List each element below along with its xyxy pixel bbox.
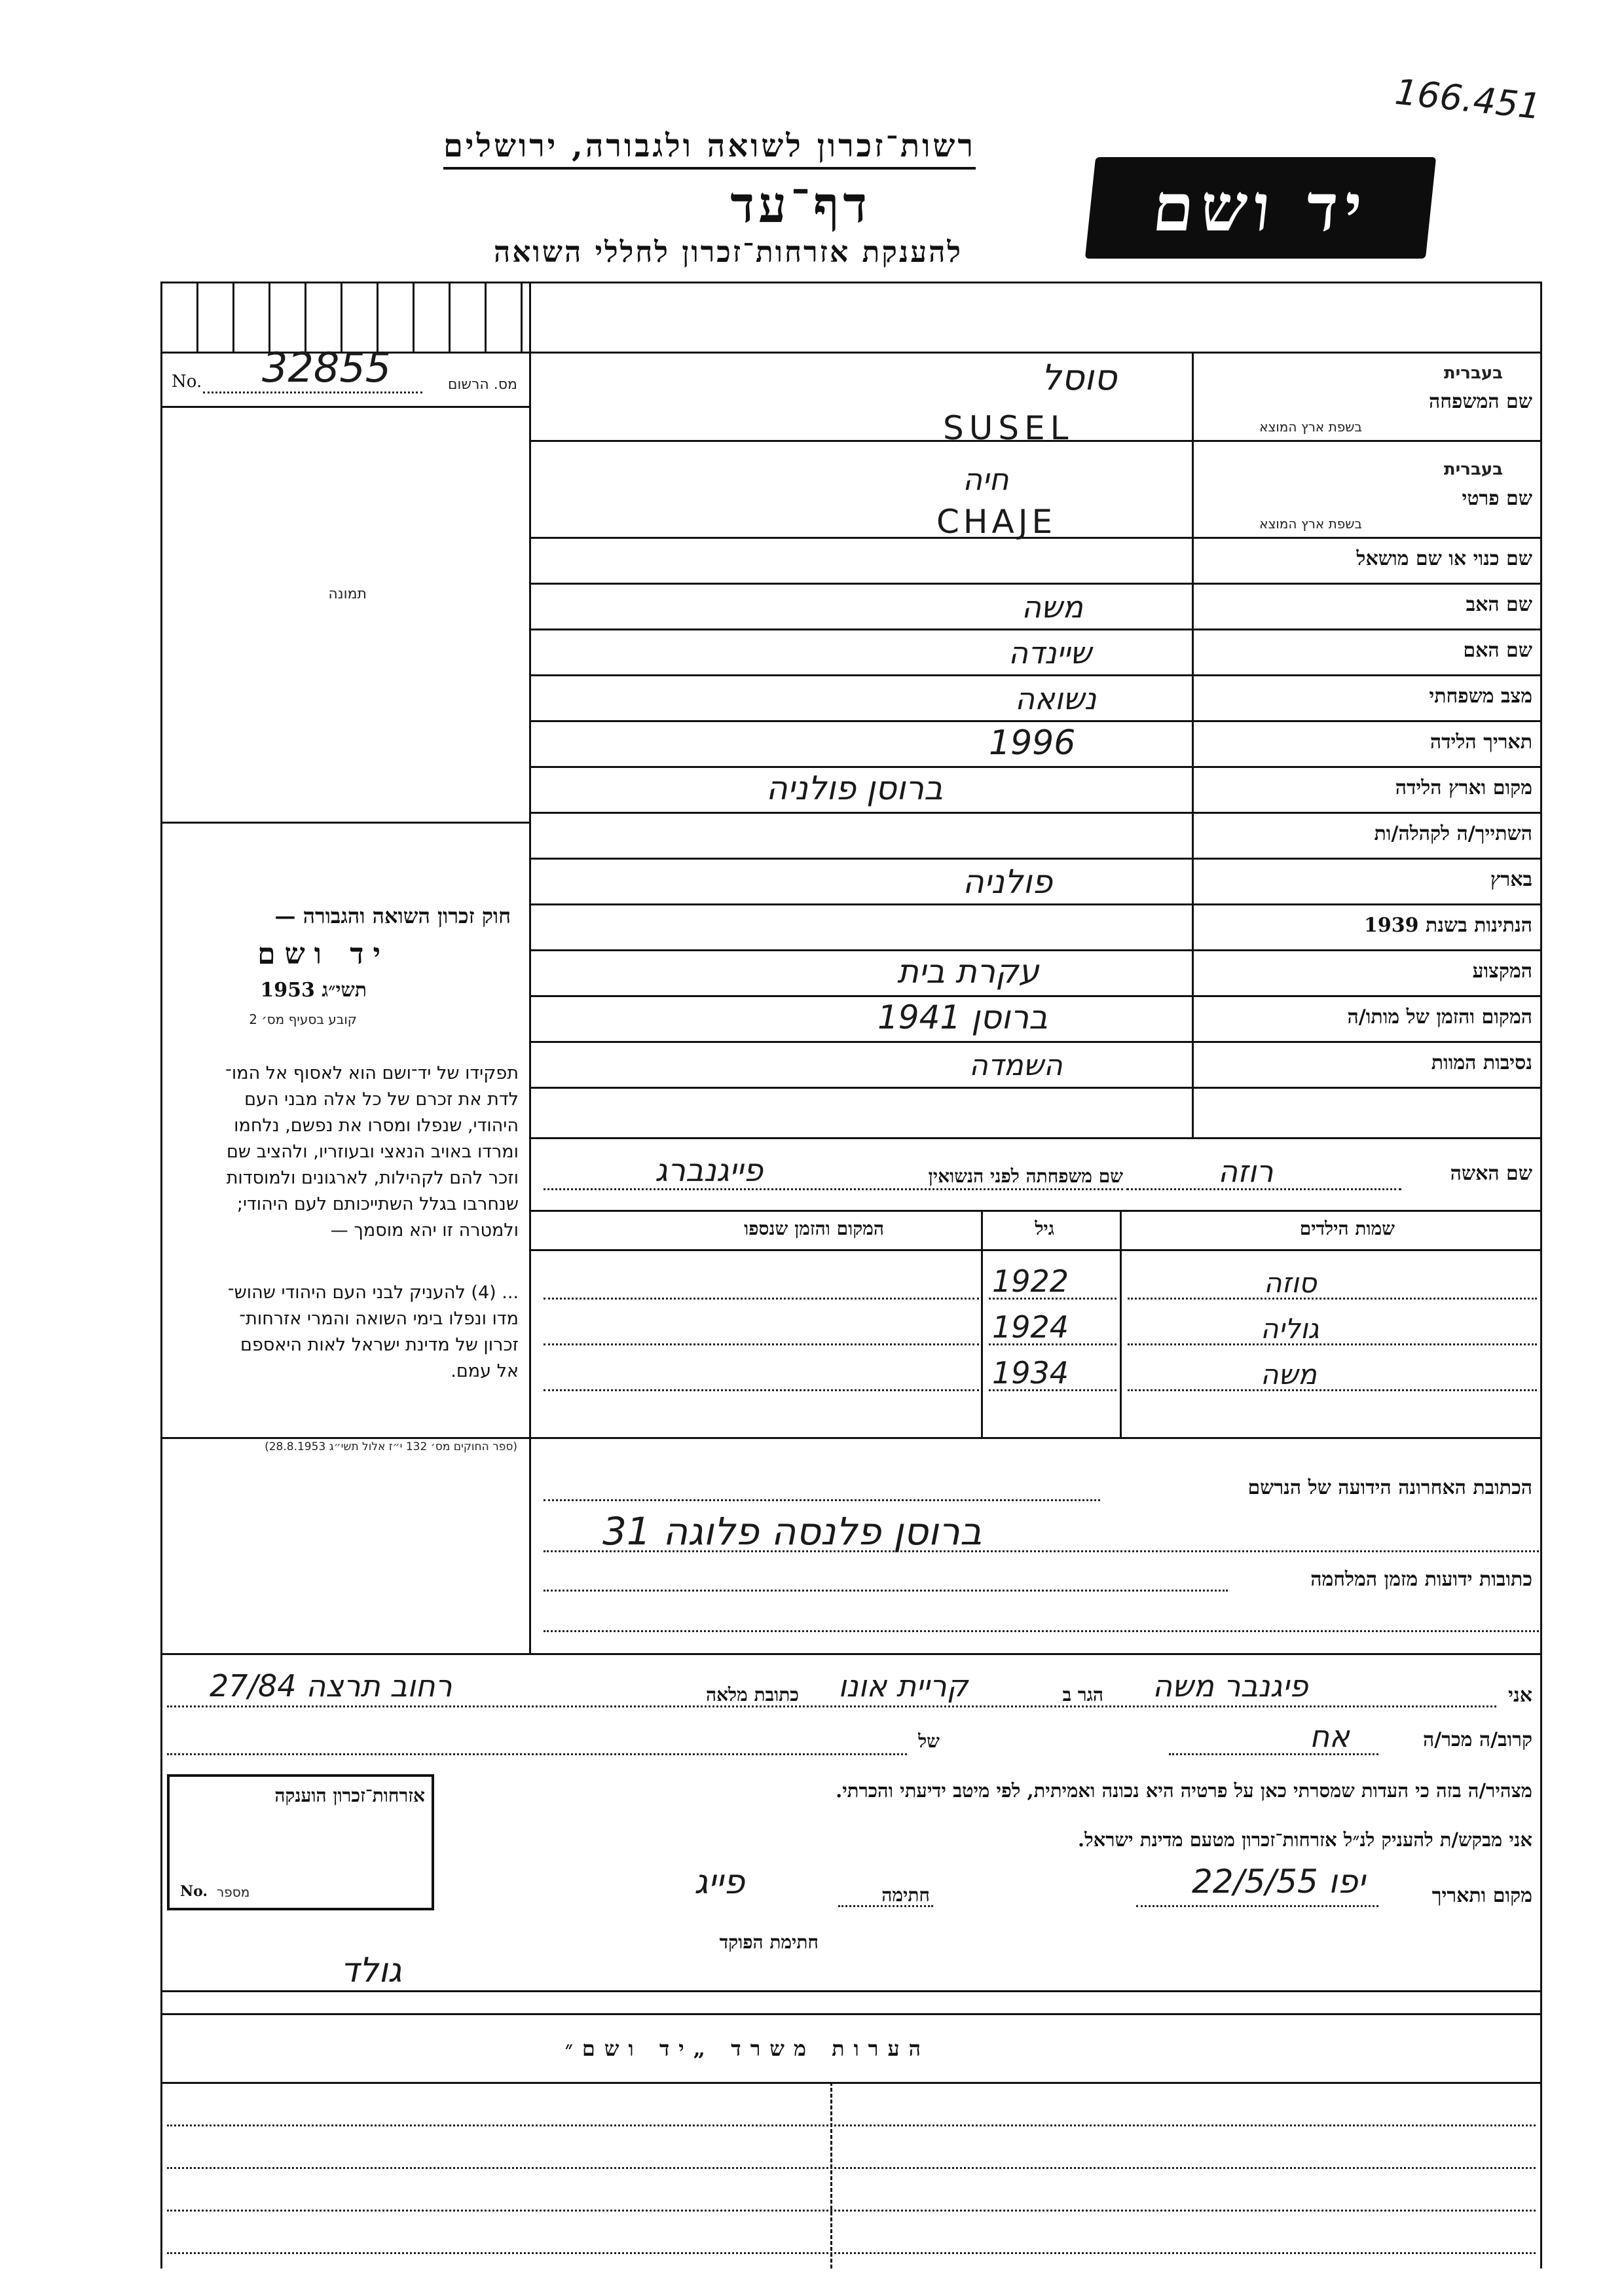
first-name-latin-value: CHAJE xyxy=(936,503,1057,541)
law-item-line: זכרון של מדינת ישראל לאות היאספם xyxy=(240,1335,519,1355)
death-place-time-value: ברוסן 1941 xyxy=(877,998,1048,1036)
strip-cell xyxy=(196,282,198,352)
family-name-hebrew-label: בעברית xyxy=(1443,363,1503,383)
citizenship-box-title: אזרחות־זכרון הוענקה xyxy=(274,1785,425,1806)
law-line: ולמטרה זו יהא מוסמך — xyxy=(330,1220,519,1241)
mother-name-label: שם האם xyxy=(1463,639,1532,662)
authority-heading: רשות־זכרון לשואה ולגבורה, ירושלים xyxy=(443,128,976,170)
birth-place-label: מקום וארץ הלידה xyxy=(1395,776,1532,799)
strip-cell xyxy=(521,282,523,352)
strip-cell xyxy=(268,282,270,352)
family-name-hebrew-value: סוסל xyxy=(1041,357,1117,398)
wife-name-value: רוזה xyxy=(1218,1154,1274,1189)
community-label: השתייך/ה לקהלה/ות xyxy=(1374,822,1532,845)
mother-name-value: שיינדה xyxy=(1008,635,1092,670)
maiden-name-dots xyxy=(544,1188,1123,1190)
officer-signature-label: חתימת הפוקד xyxy=(719,1931,819,1953)
registration-value: 32855 xyxy=(262,344,392,392)
row-line xyxy=(529,629,1542,630)
law-line: ומרדו באויב הנאצי ובעוזריו, ולהציב שם xyxy=(226,1142,519,1162)
child-age: 1922 xyxy=(992,1264,1069,1299)
child-age: 1924 xyxy=(992,1309,1069,1345)
registration-dots xyxy=(203,392,422,393)
row-line xyxy=(529,903,1542,905)
notes-right xyxy=(1540,2013,1542,2269)
declaration-text: מצהיר/ה בזה כי העדות שמסרתי כאן על פרטיה היא נכונה ואמיתית, לפי מיטב ידיעתי והכרתי. xyxy=(836,1779,1532,1802)
law-items xyxy=(152,1280,519,1385)
last-address-dots-2 xyxy=(544,1550,1539,1552)
wartime-address-dots-2 xyxy=(544,1630,1539,1632)
declarant-address-label: כתובת מלאה xyxy=(705,1684,799,1705)
declarant-name: פיגנבר משה xyxy=(1153,1668,1308,1704)
father-name-value: משה xyxy=(1022,589,1083,625)
marital-status-value: נשואה xyxy=(1015,681,1097,716)
children-row-dots xyxy=(1128,1389,1537,1391)
law-item-line: אל עמם. xyxy=(451,1361,519,1381)
children-col-divider-2 xyxy=(1120,1210,1122,1437)
maiden-name-label: שם משפחתה לפני הנשואין xyxy=(928,1165,1123,1187)
wartime-address-dots xyxy=(544,1590,1228,1592)
law-text xyxy=(152,1061,519,1244)
law-reference: (ספר החוקים מס׳ 132 י״ז אלול תשי״ג 28.8.1953) xyxy=(265,1440,517,1453)
marital-status-label: מצב משפחתי xyxy=(1429,685,1532,708)
place-date-dots xyxy=(1136,1905,1378,1907)
first-name-hebrew-label: בעברית xyxy=(1443,460,1503,479)
law-line: תפקידו של יד־ושם הוא לאסוף אל המו־ xyxy=(225,1063,519,1084)
relation-value: אח xyxy=(1310,1719,1350,1754)
photo-label: תמונה xyxy=(328,586,367,602)
child-name: גוליה xyxy=(1261,1313,1320,1345)
children-place-header: המקום והזמן שנספו xyxy=(744,1218,884,1239)
notes-line xyxy=(167,2252,1536,2254)
notes-title-line xyxy=(160,2082,1542,2084)
death-circumstances-value: השמדה xyxy=(969,1049,1063,1082)
death-place-time-label: המקום והזמן של מותו/ה xyxy=(1347,1006,1532,1029)
address-bottom-line xyxy=(160,1653,1542,1655)
birth-place-value: ברוסן פולניה xyxy=(766,769,943,807)
frame-right xyxy=(1540,282,1542,2016)
of-dots xyxy=(167,1753,907,1755)
children-header-line xyxy=(529,1249,1542,1251)
row-line xyxy=(529,949,1542,951)
registration-no-label: No. xyxy=(172,372,202,392)
child-name: משה xyxy=(1261,1358,1317,1391)
declarant-resident-label: הגר ב xyxy=(1062,1684,1103,1705)
law-title: חוק זכרון השואה והגבורה — xyxy=(274,903,511,928)
request-text: אני מבקש/ת להעניק לנ״ל אזרחות־זכרון מטעם מדינת ישראל. xyxy=(1078,1829,1532,1851)
last-address-label: הכתובת האחרונה הידועה של הנרשם xyxy=(1247,1476,1532,1499)
maiden-name-value: פייגנברג xyxy=(655,1152,764,1189)
strip-cell xyxy=(341,282,342,352)
notes-top-line xyxy=(160,2013,1542,2015)
address-left-edge xyxy=(529,1437,531,1653)
label-column-divider xyxy=(1192,352,1194,1137)
row-line xyxy=(529,858,1542,860)
row-line xyxy=(529,1087,1542,1089)
strip-cell xyxy=(232,282,234,352)
first-name-origin-label: בשפת ארץ המוצא xyxy=(1259,516,1362,532)
row-line xyxy=(529,674,1542,676)
logo-text: יד ושם xyxy=(1149,169,1373,246)
strip-cell xyxy=(413,282,415,352)
children-row-dots xyxy=(544,1298,979,1300)
family-name-latin-value: SUSEL xyxy=(943,409,1074,447)
place-date-label: מקום ותאריך xyxy=(1431,1884,1532,1907)
relation-label: קרוב/ה מכר/ה xyxy=(1423,1728,1532,1751)
notes-left xyxy=(160,2013,162,2269)
row-line xyxy=(529,995,1542,997)
law-name: יד ושם xyxy=(257,938,390,971)
declarant-i-label: אני xyxy=(1508,1684,1532,1707)
declarant-line-dots xyxy=(167,1705,1496,1707)
registration-line xyxy=(160,406,529,408)
nationality-1939-label: הנתינות בשנת 1939 xyxy=(1363,914,1532,937)
yad-vashem-logo xyxy=(1085,157,1436,259)
notes-line xyxy=(167,2124,1536,2126)
spouse-bottom-line xyxy=(529,1210,1542,1212)
law-year: תשי״ג 1953 xyxy=(260,979,367,1002)
child-age: 1934 xyxy=(992,1355,1069,1391)
signature-label: חתימה xyxy=(881,1884,930,1906)
family-name-origin-label: בשפת ארץ המוצא xyxy=(1259,419,1362,435)
country-value: פולניה xyxy=(963,863,1053,901)
citizenship-box xyxy=(167,1774,434,1910)
law-line: היהודי, שנפלו ומסרו את נפשם, נלחמו xyxy=(234,1116,519,1136)
form-subtitle: להענקת אזרחות־זכרון לחללי השואה xyxy=(493,236,963,269)
row-line xyxy=(529,1137,1542,1139)
law-item-line: ... (4) להעניק לבני העם היהודי שהוש־ xyxy=(227,1283,519,1303)
children-age-header: גיל xyxy=(1035,1218,1054,1239)
frame-top xyxy=(160,282,1542,283)
declarant-resident-value: קריית אונו xyxy=(838,1668,969,1704)
row-line xyxy=(529,766,1542,768)
children-row-dots xyxy=(544,1389,979,1391)
children-bottom-line xyxy=(160,1437,1542,1439)
first-name-hebrew-value: חיה xyxy=(963,462,1009,497)
law-clause: קובע בסעיף מס׳ 2 xyxy=(249,1011,357,1027)
citizenship-box-no-label: No. xyxy=(180,1883,208,1900)
children-col-divider-1 xyxy=(981,1210,983,1437)
declarant-bottom-line xyxy=(160,1990,1542,1992)
first-name-label: שם פרטי xyxy=(1462,487,1532,510)
place-date-value: יפו 22/5/55 xyxy=(1192,1863,1365,1901)
children-row-dots xyxy=(1128,1343,1537,1345)
children-row-dots xyxy=(1128,1298,1537,1300)
declarant-address-value: רחוב תרצה 27/84 xyxy=(210,1668,452,1704)
child-name: סוזה xyxy=(1264,1267,1317,1299)
wife-name-label: שם האשה xyxy=(1450,1162,1532,1185)
strip-cell xyxy=(485,282,487,352)
form-title: דף־עד xyxy=(730,175,871,234)
strip-cell xyxy=(377,282,378,352)
notes-center-divider xyxy=(830,2082,832,2269)
signature-dots xyxy=(838,1905,933,1907)
profession-value: עקרת בית xyxy=(897,953,1039,991)
law-line: שנחרבו בגלל השתייכותם לעם היהודי; xyxy=(236,1194,519,1214)
law-item-line: מדו ונפלו בימי השואה והמרי אזרחות־ xyxy=(239,1309,519,1329)
birth-date-label: תאריך הלידה xyxy=(1430,731,1532,754)
signature-value: פייג xyxy=(694,1863,745,1902)
row-line xyxy=(529,1041,1542,1043)
officer-signature-value: גולד xyxy=(341,1951,402,1990)
of-label: של xyxy=(918,1730,940,1752)
law-line: וזכר להם לקהילות, לארגונים ולמוסדות xyxy=(226,1168,519,1188)
notes-line xyxy=(167,2167,1536,2169)
father-name-label: שם האב xyxy=(1466,593,1532,616)
last-address-dots xyxy=(544,1499,1100,1501)
law-line: לדת את זכרם של כל אלה מבני העם xyxy=(244,1089,519,1110)
birth-date-value: 1996 xyxy=(989,723,1076,763)
strip-cell xyxy=(304,282,306,352)
nickname-label: שם כנוי או שם מושאל xyxy=(1356,547,1532,570)
profession-label: המקצוע xyxy=(1472,960,1532,983)
children-names-header: שמות הילדים xyxy=(1299,1218,1395,1239)
citizenship-box-number-label: מספר xyxy=(217,1884,250,1900)
family-name-label: שם המשפחה xyxy=(1428,390,1532,413)
wartime-address-label: כתובות ידועות מזמן המלחמה xyxy=(1310,1568,1532,1591)
row-line xyxy=(529,812,1542,814)
strip-cell xyxy=(449,282,451,352)
row-line xyxy=(529,720,1542,722)
country-label: בארץ xyxy=(1490,868,1532,891)
notes-line xyxy=(167,2210,1536,2212)
archive-number: 166.451 xyxy=(1393,71,1543,128)
registration-label: מס. הרשום xyxy=(447,376,517,393)
children-row-dots xyxy=(544,1343,979,1345)
photo-bottom-line xyxy=(160,822,529,824)
death-circumstances-label: נסיבות המוות xyxy=(1431,1051,1532,1074)
last-address-value: ברוסן פלנסה פלוגה 31 xyxy=(602,1509,982,1554)
row-line xyxy=(529,583,1542,585)
office-notes-title: הערות משרד „יד ושם״ xyxy=(564,2036,930,2061)
